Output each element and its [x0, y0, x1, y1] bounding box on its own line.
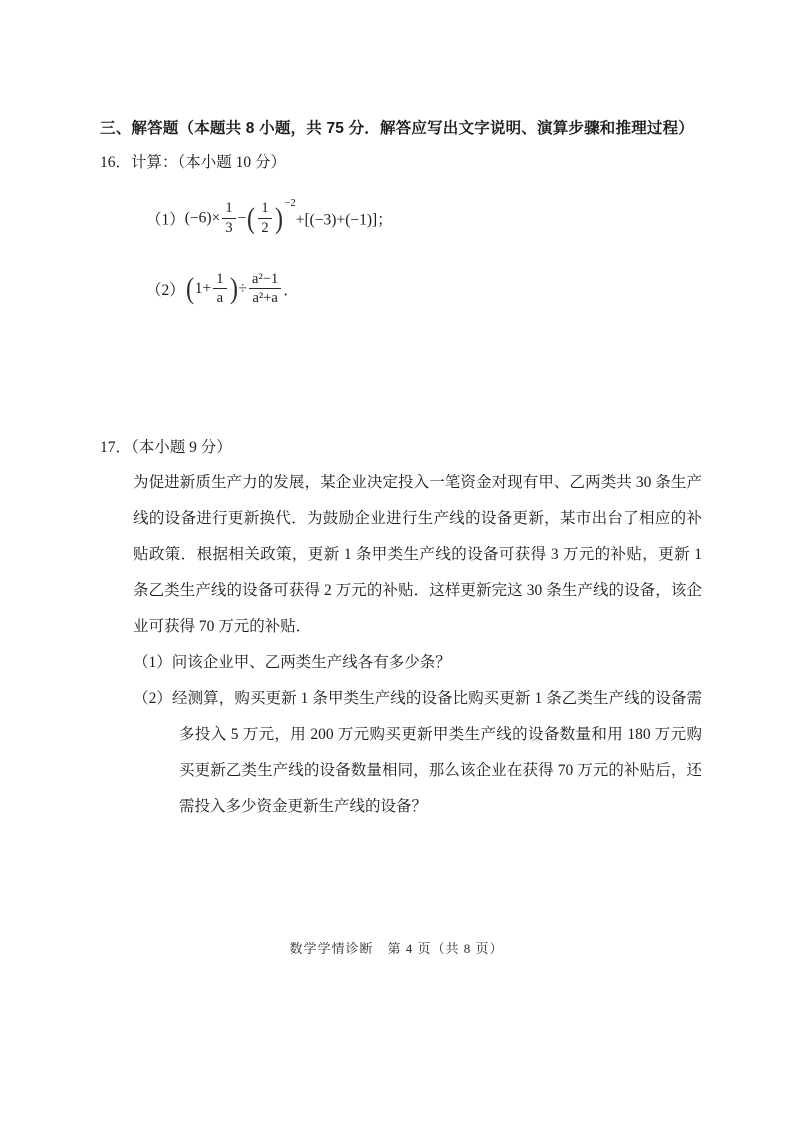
q16-part1-formula: [146, 198, 702, 237]
page-footer: 数学学情诊断 第 4 页（共 8 页）: [289, 941, 504, 956]
fraction-one-third: $\frac{1}{3}$: [222, 200, 235, 236]
fraction-a-squared: $\frac{\text{a²−1}}{\text{a²+a}}$: [249, 271, 281, 307]
q16-part2-label: （2）: [146, 281, 185, 299]
q17-sub2-text: 经测算，购买更新 1 条甲类生产线的设备比购买更新 1 条乙类生产线的设备需多投入 5 万元，用 200 万元购买更新甲类生产线的设备数量和用 180 万元购买更新乙类生产线的设备数量相同，那么该企业在获得 70 万元的补贴后，还需投入多少资金更新生产线的设备？: [172, 689, 702, 815]
fraction-one-over-a: $\frac{1}{a}$: [213, 271, 226, 307]
q17-sub1: （1）问该企业甲、乙两类生产线各有多少条？: [133, 653, 451, 671]
q16-part1-label: （1）: [146, 211, 185, 229]
right-paren: ): [274, 201, 283, 235]
right-paren: ): [229, 272, 238, 306]
q16-part2-inner-lead: 1+: [194, 279, 212, 297]
left-paren: (: [185, 272, 194, 306]
q16-heading: 16．计算：（本小题 10 分）: [100, 154, 287, 171]
fraction-one-half: $\frac{1}{2}$: [258, 200, 271, 236]
q16-part1-tail: +[(−3)+(−1)]；: [295, 211, 393, 229]
minus-operator: −: [237, 209, 247, 227]
q17-sub2: [133, 681, 702, 825]
q17-heading: 17．（本小题 9 分）: [100, 438, 232, 456]
q16-part2-formula: [146, 271, 702, 307]
q16-part1-lead: (−6)×: [184, 209, 221, 227]
divide-operator: ÷: [238, 279, 248, 297]
exam-page: [100, 116, 702, 825]
exponent: −2: [284, 198, 296, 209]
q17-body-paragraph: 为促进新质生产力的发展，某企业决定投入一笔资金对现有甲、乙两类共 30 条生产线的设备进行更新换代．为鼓励企业进行生产线的设备更新，某市出台了相应的补贴政策．根据相关政策，更新 1 条甲类生产线的设备可获得 3 万元的补贴，更新 1 条乙类生产线的设备可获得 2 万元的补贴．这样更新完这 30 条生产线的设备，该企业可获得 70 万元的补贴．: [133, 473, 702, 635]
left-paren: (: [247, 201, 256, 235]
q17-sub2-label: （2）: [133, 689, 173, 707]
q16-part2-tail: ．: [283, 281, 299, 299]
section-header: 三、解答题（本题共 8 小题，共 75 分．解答应写出文字说明、演算步骤和推理过程）: [100, 120, 694, 137]
